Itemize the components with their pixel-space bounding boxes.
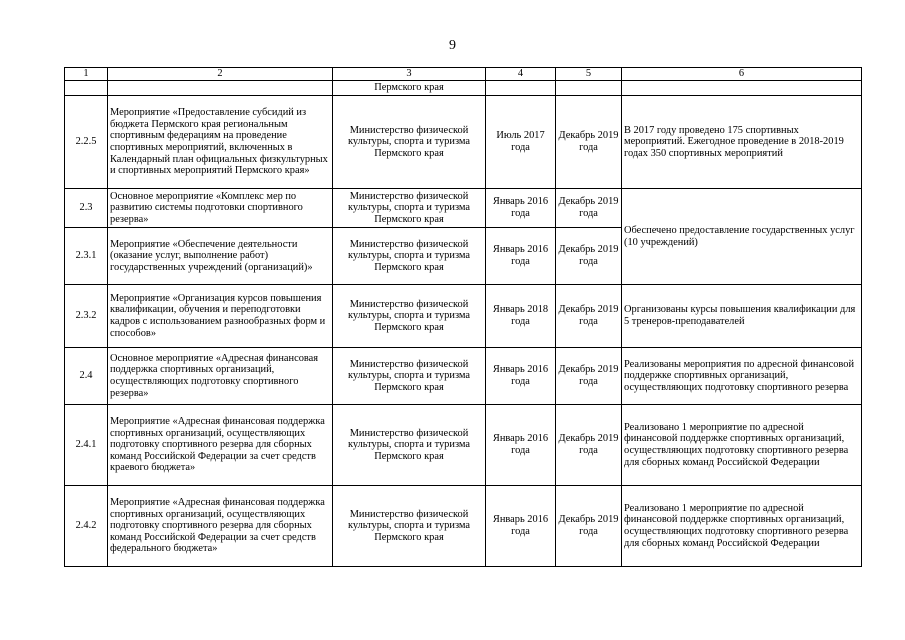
end-date-cell: Декабрь 2019 года (556, 189, 622, 228)
table-row (65, 486, 862, 567)
result-cell: Обеспечено предоставление государственных услуг (10 учреждений) (622, 189, 862, 285)
end-date-cell: Декабрь 2019 года (556, 405, 622, 486)
header-cell: 1 (65, 68, 108, 81)
start-date-cell: Июль 2017 года (486, 96, 556, 189)
start-date-cell: Январь 2016 года (486, 486, 556, 567)
result-cell: Реализовано 1 мероприятие по адресной финансовой поддержке спортивных организаций, осуществляющих подготовку спортивного резерва для сборных команд Российской Федерации (622, 405, 862, 486)
header-cell: 5 (556, 68, 622, 81)
executor-cell: Министерство физической культуры, спорта и туризма Пермского края (333, 405, 486, 486)
executor-cell: Пермского края (333, 81, 486, 96)
table-row (65, 285, 862, 348)
start-date-cell: Январь 2018 года (486, 285, 556, 348)
continuation-row (65, 81, 862, 96)
table-row (65, 405, 862, 486)
table-row (65, 96, 862, 189)
event-cell: Мероприятие «Организация курсов повышения квалификации, обучения и переподготовки кадров с использованием разнообразных форм и способов» (108, 285, 333, 348)
event-cell: Основное мероприятие «Комплекс мер по развитию системы подготовки спортивного резерва» (108, 189, 333, 228)
result-cell: Реализованы мероприятия по адресной финансовой поддержке спортивных организаций, осуществляющих подготовку спортивного резерва (622, 348, 862, 405)
executor-cell: Министерство физической культуры, спорта и туризма Пермского края (333, 348, 486, 405)
row-number: 2.2.5 (65, 96, 108, 189)
header-cell: 6 (622, 68, 862, 81)
page-number: 9 (449, 38, 456, 53)
event-cell: Основное мероприятие «Адресная финансовая поддержка спортивных организаций, осуществляющих подготовку спортивного резерва» (108, 348, 333, 405)
row-number: 2.4.2 (65, 486, 108, 567)
table-row (65, 189, 862, 228)
event-cell: Мероприятие «Предоставление субсидий из бюджета Пермского края региональным спортивным федерациям на проведение спортивных мероприятий, включенных в Календарный план официальных физкультурных и спортивных мероприятий Пермского края» (108, 96, 333, 189)
header-row (65, 68, 862, 81)
row-number: 2.4 (65, 348, 108, 405)
start-date-cell: Январь 2016 года (486, 228, 556, 285)
start-date-cell: Январь 2016 года (486, 348, 556, 405)
executor-cell: Министерство физической культуры, спорта и туризма Пермского края (333, 189, 486, 228)
executor-cell: Министерство физической культуры, спорта и туризма Пермского края (333, 228, 486, 285)
event-cell: Мероприятие «Обеспечение деятельности (оказание услуг, выполнение работ) государственных учреждений (организаций)» (108, 228, 333, 285)
end-date-cell: Декабрь 2019 года (556, 96, 622, 189)
result-cell: Реализовано 1 мероприятие по адресной финансовой поддержке спортивных организаций, осуществляющих подготовку спортивного резерва для сборных команд Российской Федерации (622, 486, 862, 567)
row-number: 2.3.2 (65, 285, 108, 348)
executor-cell: Министерство физической культуры, спорта и туризма Пермского края (333, 486, 486, 567)
end-date-cell: Декабрь 2019 года (556, 228, 622, 285)
header-cell: 2 (108, 68, 333, 81)
start-date-cell: Январь 2016 года (486, 405, 556, 486)
header-cell: 3 (333, 68, 486, 81)
end-date-cell: Декабрь 2019 года (556, 285, 622, 348)
table-row (65, 348, 862, 405)
end-date-cell: Декабрь 2019 года (556, 348, 622, 405)
row-number: 2.4.1 (65, 405, 108, 486)
event-cell: Мероприятие «Адресная финансовая поддержка спортивных организаций, осуществляющих подготовку спортивного резерва для сборных команд Российской Федерации за счет средств краевого бюджета» (108, 405, 333, 486)
result-cell: В 2017 году проведено 175 спортивных мероприятий. Ежегодное проведение в 2018-2019 годах 350 спортивных мероприятий (622, 96, 862, 189)
header-cell: 4 (486, 68, 556, 81)
row-number: 2.3 (65, 189, 108, 228)
event-cell: Мероприятие «Адресная финансовая поддержка спортивных организаций, осуществляющих подготовку спортивного резерва для сборных команд Российской Федерации за счет средств федерального бюджета» (108, 486, 333, 567)
end-date-cell: Декабрь 2019 года (556, 486, 622, 567)
start-date-cell: Январь 2016 года (486, 189, 556, 228)
executor-cell: Министерство физической культуры, спорта и туризма Пермского края (333, 285, 486, 348)
result-cell: Организованы курсы повышения квалификации для 5 тренеров-преподавателей (622, 285, 862, 348)
executor-cell: Министерство физической культуры, спорта и туризма Пермского края (333, 96, 486, 189)
row-number: 2.3.1 (65, 228, 108, 285)
program-table (64, 67, 862, 567)
